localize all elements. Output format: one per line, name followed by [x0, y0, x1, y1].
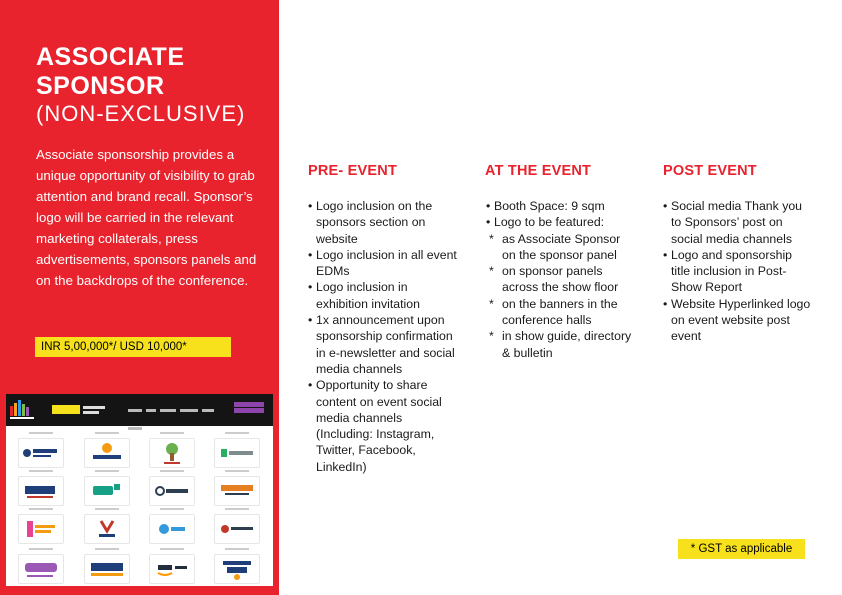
sponsor-logo-tile [18, 514, 64, 544]
sponsor-logo-tile [149, 514, 195, 544]
sponsor-logo-tile [18, 554, 64, 584]
pre-event-list [308, 198, 458, 475]
sponsor-logo-tile [149, 554, 195, 584]
at-event-list [486, 198, 636, 361]
sponsor-logo-tile [84, 554, 130, 584]
list-item: • Logo to be featured: [486, 214, 636, 230]
list-item: • Logo inclusion in exhibition invitation [308, 279, 458, 312]
sponsor-logo-tile [18, 438, 64, 468]
list-item: • Social media Thank you to Sponsors’ post on social media channels [663, 198, 813, 247]
sponsorship-description: Associate sponsorship provides a unique opportunity of visibility to grab attention and brand recall. Sponsor’s logo will be carried in the relevant marketing collaterals, press advertisements, sponsors panels and on the backdrops of the conference. [36, 147, 257, 288]
list-item: • 1x announcement upon sponsorship confirmation in e-newsletter and social media channels [308, 312, 458, 377]
price-badge: INR 5,00,000*/ USD 10,000* [35, 337, 231, 357]
sponsor-logo-tile [84, 476, 130, 506]
sponsor-logo-tile [214, 476, 260, 506]
sponsor-logo-tile [149, 476, 195, 506]
event-logo-graphic [8, 398, 46, 422]
list-item: • Logo and sponsorship title inclusion in Post-Show Report [663, 247, 813, 296]
sponsor-panel-preview-image [6, 394, 273, 586]
sponsor-logo-tile [18, 476, 64, 506]
title-non-exclusive: (NON-EXCLUSIVE) [36, 101, 246, 126]
list-item: • Opportunity to share content on event social media channels (Including: Instagram, Twitter, Facebook, LinkedIn) [308, 377, 458, 475]
preview-header-bar [6, 394, 273, 426]
title-associate: ASSOCIATE [36, 43, 185, 71]
post-event-heading: POST EVENT [663, 163, 757, 179]
sponsor-logo-tile [149, 438, 195, 468]
preview-nav-graphic [128, 409, 228, 413]
at-event-heading: AT THE EVENT [485, 163, 592, 179]
list-item: • Logo inclusion on the sponsors section on website [308, 198, 458, 247]
sub-list-item: * as Associate Sponsor on the sponsor panel [486, 231, 636, 264]
event-date-graphic [52, 403, 122, 419]
gst-note: * GST as applicable [678, 539, 805, 559]
hero-panel [0, 0, 279, 595]
sub-list-item: * on the banners in the conference halls [486, 296, 636, 329]
post-event-list [663, 198, 813, 345]
title-sponsor: SPONSOR [36, 72, 165, 100]
sponsor-logo-tile [214, 554, 260, 584]
sponsor-logo-tile [214, 438, 260, 468]
preview-badge-graphic [234, 402, 264, 414]
list-item: • Logo inclusion in all event EDMs [308, 247, 458, 280]
sub-list-item: * in show guide, directory & bulletin [486, 328, 636, 361]
pre-event-heading: PRE- EVENT [308, 163, 398, 179]
sponsor-logo-tile [84, 438, 130, 468]
list-item: • Website Hyperlinked logo on event website post event [663, 296, 813, 345]
sub-list-item: * on sponsor panels across the show floor [486, 263, 636, 296]
sponsor-logo-tile [214, 514, 260, 544]
list-item: • Booth Space: 9 sqm [486, 198, 636, 214]
sponsor-logo-tile [84, 514, 130, 544]
